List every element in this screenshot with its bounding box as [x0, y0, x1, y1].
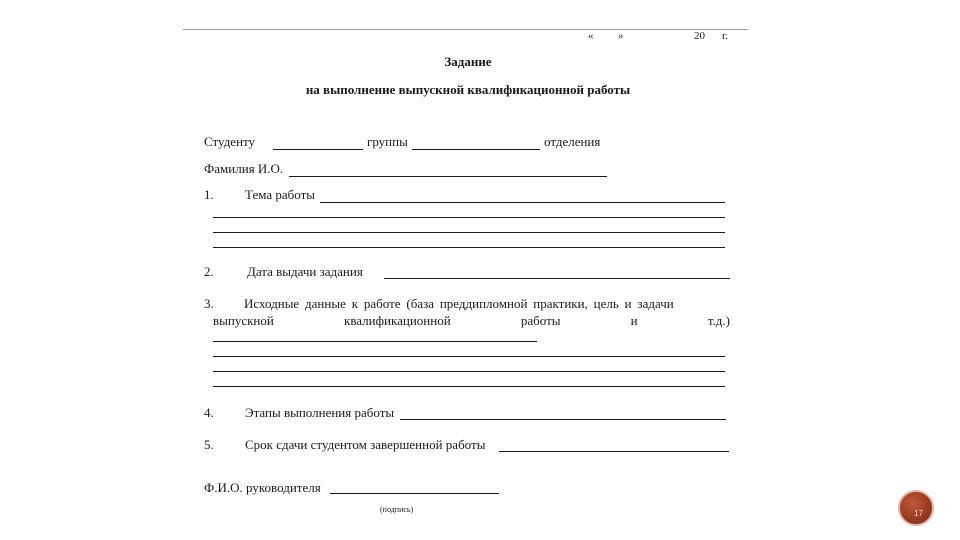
item-3-number: 3. [204, 296, 214, 311]
date-close-quote: » [618, 30, 624, 42]
item-1-blank-line-3[interactable] [213, 232, 725, 233]
item-1-blank-line-4[interactable] [213, 247, 725, 248]
item-4-blank[interactable] [400, 419, 726, 420]
item-2-label: Дата выдачи задания [247, 264, 363, 279]
item-4-number: 4. [204, 405, 214, 420]
item-3-blank-line-2[interactable] [213, 356, 725, 357]
department-label: отделения [544, 134, 601, 149]
top-divider [183, 29, 748, 30]
fio-blank[interactable] [289, 176, 607, 177]
item-3-label-line-1 [244, 296, 730, 312]
item-2-blank[interactable] [384, 278, 730, 279]
item-3-label-line-2 [213, 313, 730, 329]
fio-label: Фамилия И.О. [204, 161, 284, 176]
supervisor-label: Ф.И.О. руководителя [204, 480, 321, 495]
item-2-number: 2. [204, 264, 214, 279]
item-5-number: 5. [204, 437, 214, 452]
signature-caption: (подпись) [380, 505, 414, 514]
page-subtitle: на выполнение выпускной квалификационной работы [305, 82, 631, 97]
date-year-suffix: г. [722, 30, 729, 42]
group-blank[interactable] [412, 149, 540, 150]
student-label: Студенту [204, 134, 256, 149]
item-1-number: 1. [204, 187, 214, 202]
item-4-label: Этапы выполнения работы [245, 405, 395, 420]
item-3-blank-line-4[interactable] [213, 386, 725, 387]
item-3-word: т.д.) [707, 313, 730, 328]
group-label: группы [367, 134, 408, 149]
item-1-label: Тема работы [245, 187, 316, 202]
item-3-word: работы [520, 313, 561, 328]
item-1-blank[interactable] [320, 202, 725, 203]
item-3-label-text: Исходные данные к работе (база преддипломной практики, цель и задачи [244, 296, 674, 311]
item-3-word: и [630, 313, 638, 328]
item-5-blank[interactable] [499, 451, 729, 452]
student-blank[interactable] [273, 149, 363, 150]
slide-number-badge [898, 490, 934, 526]
date-open-quote: « [588, 30, 594, 42]
item-3-blank[interactable] [213, 341, 537, 342]
item-3-word: квалификационной [344, 313, 451, 328]
slide-number: 17 [914, 509, 923, 518]
item-3-blank-line-3[interactable] [213, 371, 725, 372]
item-1-blank-line-2[interactable] [213, 217, 725, 218]
item-5-label: Срок сдачи студентом завершенной работы [245, 437, 486, 452]
page-title: Задание [444, 54, 492, 69]
date-year-prefix: 20 [694, 30, 705, 42]
supervisor-signature-blank[interactable] [330, 493, 499, 494]
item-3-word: выпускной [213, 313, 274, 328]
